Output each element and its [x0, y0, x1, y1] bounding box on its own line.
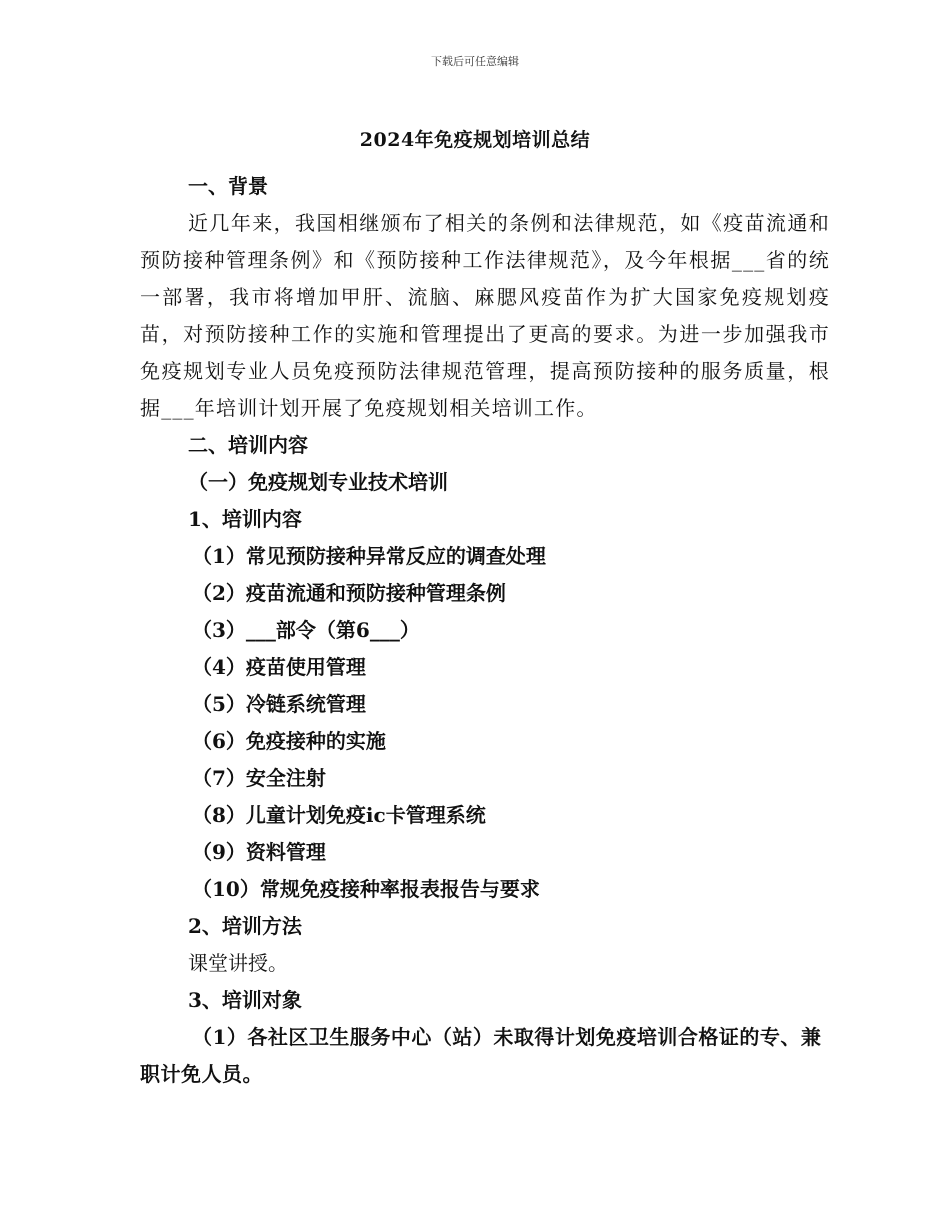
section-heading-background: 一、背景	[188, 174, 268, 198]
list-item: （7）安全注射	[192, 766, 326, 790]
item-heading-training-target: 3、培训对象	[188, 988, 302, 1012]
list-item: （3）___部令（第6___）	[192, 618, 420, 642]
subsection-heading-technical-training: （一）免疫规划专业技术培训	[188, 470, 448, 494]
list-item: （6）免疫接种的实施	[192, 729, 386, 753]
list-item: （5）冷链系统管理	[192, 692, 366, 716]
list-item: （1）常见预防接种异常反应的调查处理	[192, 544, 546, 568]
item-heading-training-method: 2、培训方法	[188, 914, 302, 938]
list-item: （8）儿童计划免疫ic卡管理系统	[192, 803, 486, 827]
list-item: （9）资料管理	[192, 840, 326, 864]
section-heading-training-content: 二、培训内容	[188, 433, 308, 457]
list-item: （2）疫苗流通和预防接种管理条例	[192, 581, 506, 605]
list-item: （4）疫苗使用管理	[192, 655, 366, 679]
page-header-note: 下载后可任意编辑	[431, 55, 519, 68]
training-method-text: 课堂讲授。	[188, 951, 288, 975]
background-paragraph: 近几年来，我国相继颁布了相关的条例和法律规范，如《疫苗流通和预防接种管理条例》和《预防接种工作法律规范》，及今年根据___省的统一部署，我市将增加甲肝、流脑、麻腮风疫苗作为扩大国家免疫规划疫苗，对预防接种工作的实施和管理提出了更高的要求。为进一步加强我市免疫规划专业人员免疫预防法律规范管理，提高预防接种的服务质量，根据___年培训计划开展了免疫规划相关培训工作。	[140, 211, 830, 420]
document-title: 2024年免疫规划培训总结	[359, 129, 591, 151]
list-item: （10）常规免疫接种率报表报告与要求	[192, 877, 540, 901]
document-body	[140, 168, 830, 1093]
training-target-text: （1）各社区卫生服务中心（站）未取得计划免疫培训合格证的专、兼职计免人员。	[140, 1025, 822, 1086]
item-heading-training-content: 1、培训内容	[188, 507, 302, 531]
training-content-list	[140, 538, 830, 908]
